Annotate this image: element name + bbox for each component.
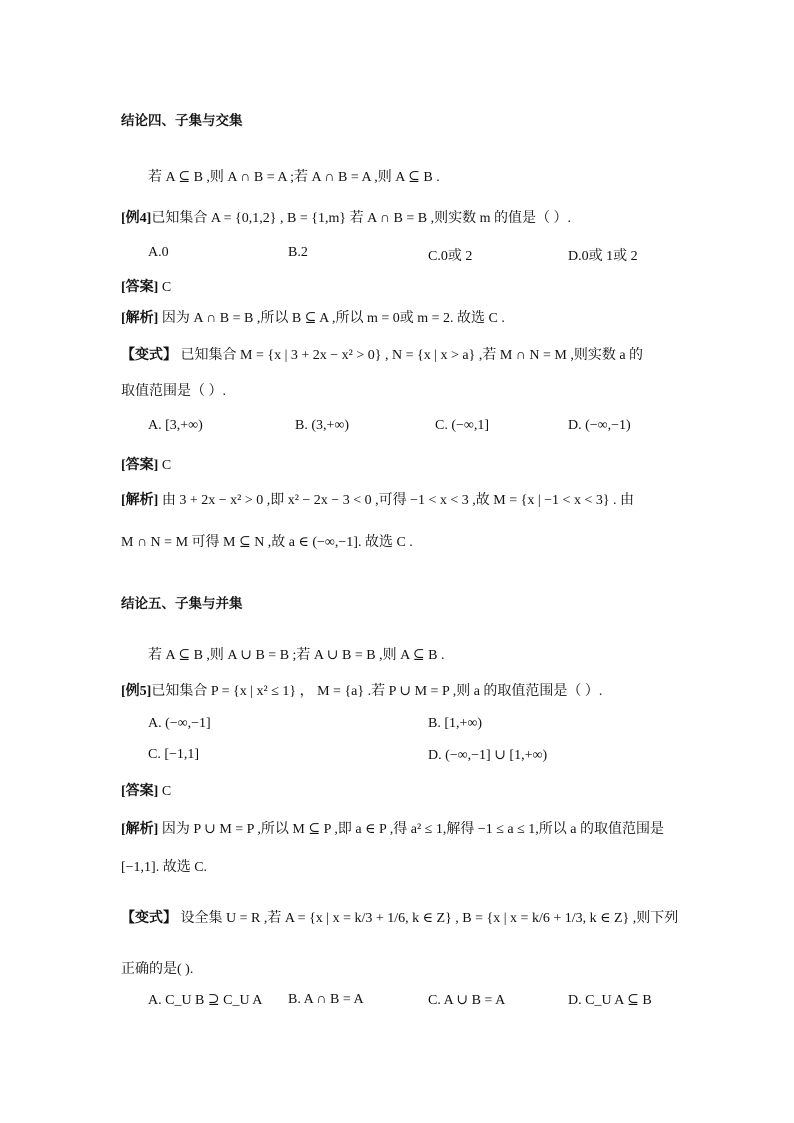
- analysis-line: [121, 307, 505, 327]
- variant-question-text: 设全集 U = R ,若 A = {x | x = k/3 + 1/6, k ∈ Z} , B = {x | x = k/6 + 1/3, k ∈ Z} ,则下列: [180, 911, 679, 926]
- answer-value: C: [161, 458, 172, 473]
- answer-tag: [答案]: [121, 784, 159, 799]
- analysis-line1: [121, 818, 664, 838]
- option-d: D. (−∞,−1): [568, 418, 631, 433]
- answer-value: C: [161, 280, 172, 295]
- analysis-tag: [解析]: [121, 822, 159, 837]
- option-c: C. A ∪ B = A: [428, 993, 506, 1008]
- analysis-text: 由 3 + 2x − x² > 0 ,即 x² − 2x − 3 < 0 ,可得 −1 < x < 3 ,故 M = {x | −1 < x < 3} . 由: [161, 493, 635, 508]
- answer-tag: [答案]: [121, 458, 159, 473]
- variant-question-line2: 正确的是( ).: [121, 962, 194, 977]
- variant-question-line2: 取值范围是（ ）.: [121, 384, 226, 399]
- example-question-text: 已知集合 A = {0,1,2} , B = {1,m} 若 A ∩ B = B ,则实数 m 的值是（ ）.: [151, 211, 571, 226]
- conclusion-statement: 若 A ⊆ B ,则 A ∪ B = B ;若 A ∪ B = B ,则 A ⊆ B .: [148, 648, 445, 663]
- option-d: D. (−∞,−1] ∪ [1,+∞): [428, 748, 548, 763]
- option-a: A.0: [148, 245, 169, 260]
- analysis-tag: [解析]: [121, 493, 159, 508]
- conclusion-statement: 若 A ⊆ B ,则 A ∩ B = A ;若 A ∩ B = A ,则 A ⊆ B .: [148, 170, 440, 185]
- answer-tag: [答案]: [121, 280, 159, 295]
- example-question: [121, 207, 571, 227]
- option-c: C.0或 2: [428, 249, 473, 264]
- example-tag: [例5]: [121, 684, 152, 699]
- example-question-text: 已知集合 P = {x | x² ≤ 1} ， M = {a} .若 P ∪ M = P ,则 a 的取值范围是（ ）.: [151, 684, 603, 699]
- analysis-line1: [121, 489, 634, 509]
- option-c: C. [−1,1]: [148, 747, 200, 762]
- variant-tag: 【变式】: [121, 911, 177, 926]
- option-b: B. (3,+∞): [295, 418, 350, 433]
- variant-question-text: 已知集合 M = {x | 3 + 2x − x² > 0} , N = {x | x > a} ,若 M ∩ N = M ,则实数 a 的: [180, 348, 644, 363]
- option-a: A. C_U B ⊇ C_U A: [148, 993, 263, 1008]
- variant-question-line1: [121, 344, 643, 364]
- option-a: A. [3,+∞): [148, 418, 203, 433]
- option-a: A. (−∞,−1]: [148, 716, 211, 731]
- answer-value: C: [161, 784, 172, 799]
- section-heading: 结论五、子集与并集: [121, 596, 243, 611]
- analysis-tag: [解析]: [121, 311, 159, 326]
- section-heading: 结论四、子集与交集: [121, 113, 243, 128]
- option-b: B. A ∩ B = A: [288, 992, 364, 1007]
- option-c: C. (−∞,1]: [435, 418, 490, 433]
- analysis-line2: M ∩ N = M 可得 M ⊆ N ,故 a ∈ (−∞,−1]. 故选 C .: [121, 535, 413, 550]
- example-tag: [例4]: [121, 211, 152, 226]
- answer-line: [121, 276, 171, 296]
- analysis-text: 因为 A ∩ B = B ,所以 B ⊆ A ,所以 m = 0或 m = 2. 故选 C .: [161, 311, 505, 326]
- variant-tag: 【变式】: [121, 348, 177, 363]
- analysis-line2: [−1,1]. 故选 C.: [121, 860, 208, 875]
- answer-line: [121, 780, 171, 800]
- analysis-text: 因为 P ∪ M = P ,所以 M ⊆ P ,即 a ∈ P ,得 a² ≤ 1,解得 −1 ≤ a ≤ 1,所以 a 的取值范围是: [161, 822, 665, 837]
- answer-line: [121, 454, 171, 474]
- option-d: D. C_U A ⊆ B: [568, 993, 652, 1008]
- option-b: B. [1,+∞): [428, 716, 483, 731]
- option-b: B.2: [288, 245, 308, 260]
- example-question: [121, 680, 602, 700]
- variant-question-line1: [121, 907, 678, 927]
- option-d: D.0或 1或 2: [568, 249, 638, 264]
